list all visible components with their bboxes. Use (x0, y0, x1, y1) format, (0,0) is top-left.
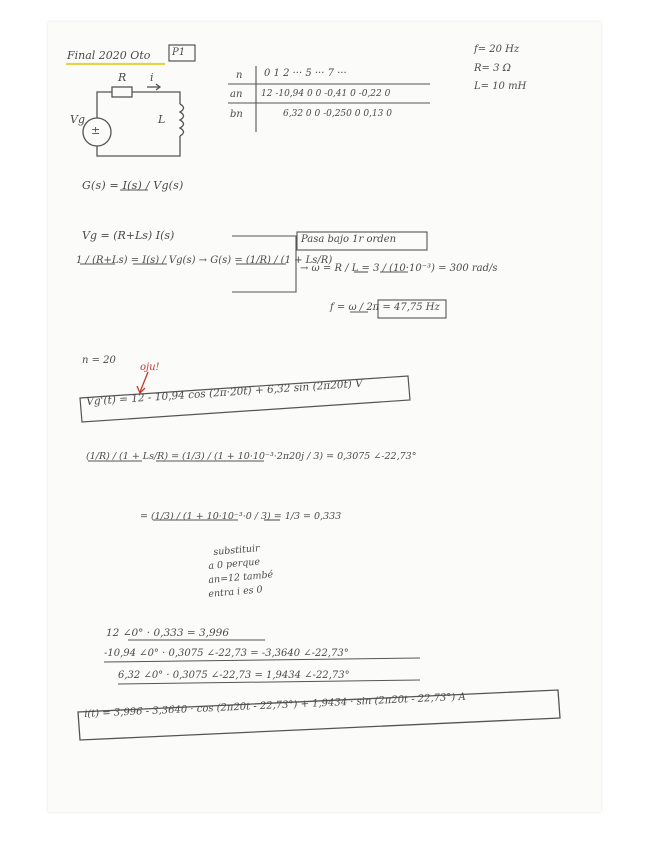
dc-note-line-1: substituir (212, 542, 261, 558)
circuit-label-i: i (150, 71, 154, 84)
inductor-symbol (180, 104, 184, 136)
circuit-label-vg: Vg (70, 113, 85, 126)
cutoff-omega: → ω = R / L = 3 / (10·10⁻³) = 300 rad/s (300, 263, 498, 274)
table-bn-values: 6,32 0 0 -0,250 0 0,13 0 (283, 109, 392, 119)
product-cos: -10,94 ∠0° · 0,3075 ∠-22,73 = -3,3640 ∠-22,73° (104, 648, 349, 659)
voltage-equation: Vg = (R+Ls) I(s) (82, 229, 175, 242)
table-an-values: 12 -10,94 0 0 -0,41 0 -0,22 0 (261, 89, 391, 99)
transfer-definition: G(s) = I(s) / Vg(s) (82, 179, 184, 192)
table-n-label: n (236, 70, 243, 81)
table-an-label: an (230, 89, 243, 100)
circuit-label-l: L (158, 113, 166, 126)
rl-circuit (83, 84, 184, 156)
dc-note-line-2: a 0 perque (207, 556, 261, 572)
product-sin: 6,32 ∠0° · 0,3075 ∠-22,73 = 1,9434 ∠-22,73° (118, 670, 350, 681)
circuit-label-r: R (118, 71, 127, 84)
table-bn-label: bn (230, 109, 243, 120)
final-current: i(t) = 3,996 - 3,3640 · cos (2π20t - 22,73°) + 1,9434 · sin (2π20t - 22,73°) A (83, 691, 466, 720)
source-polarity-icon: ± (91, 124, 101, 137)
page-title: Final 2020 Oto (67, 49, 151, 62)
filter-note: Pasa bajo 1r orden (301, 234, 397, 245)
product-dc: 12 ∠0° · 0,333 = 3,996 (106, 627, 230, 639)
transfer-at-dc: = (1/3) / (1 + 10·10⁻³·0 / 3) = 1/3 = 0,333 (140, 511, 342, 522)
resistor-symbol (112, 87, 132, 97)
param-resistance: R= 3 Ω (474, 63, 511, 74)
cutoff-frequency: f = ω / 2π = 47,75 Hz (330, 302, 440, 313)
input-series: Vg'(t) = 12 - 10,94 cos (2π·20t) + 6,32 sin (2π20t) V (85, 377, 364, 408)
problem-tag: P1 (172, 47, 186, 58)
harmonic-note: n = 20 (82, 355, 116, 366)
dc-note-line-3: an=12 també (207, 569, 274, 586)
param-inductance: L= 10 mH (474, 81, 527, 92)
transfer-at-20hz: (1/R) / (1 + Ls/R) = (1/3) / (1 + 10·10⁻³·2π20j / 3) = 0,3075 ∠-22,73° (86, 451, 417, 462)
ratio-equation: 1 / (R+Ls) = I(s) / Vg(s) → G(s) = (1/R) / (1 + Ls/R) (76, 255, 333, 266)
param-frequency: f= 20 Hz (474, 44, 520, 55)
dc-note-line-4: entra i es 0 (207, 584, 264, 600)
table-n-values: 0 1 2 ··· 5 ··· 7 ··· (264, 68, 347, 79)
warning-note: oju! (140, 362, 160, 373)
